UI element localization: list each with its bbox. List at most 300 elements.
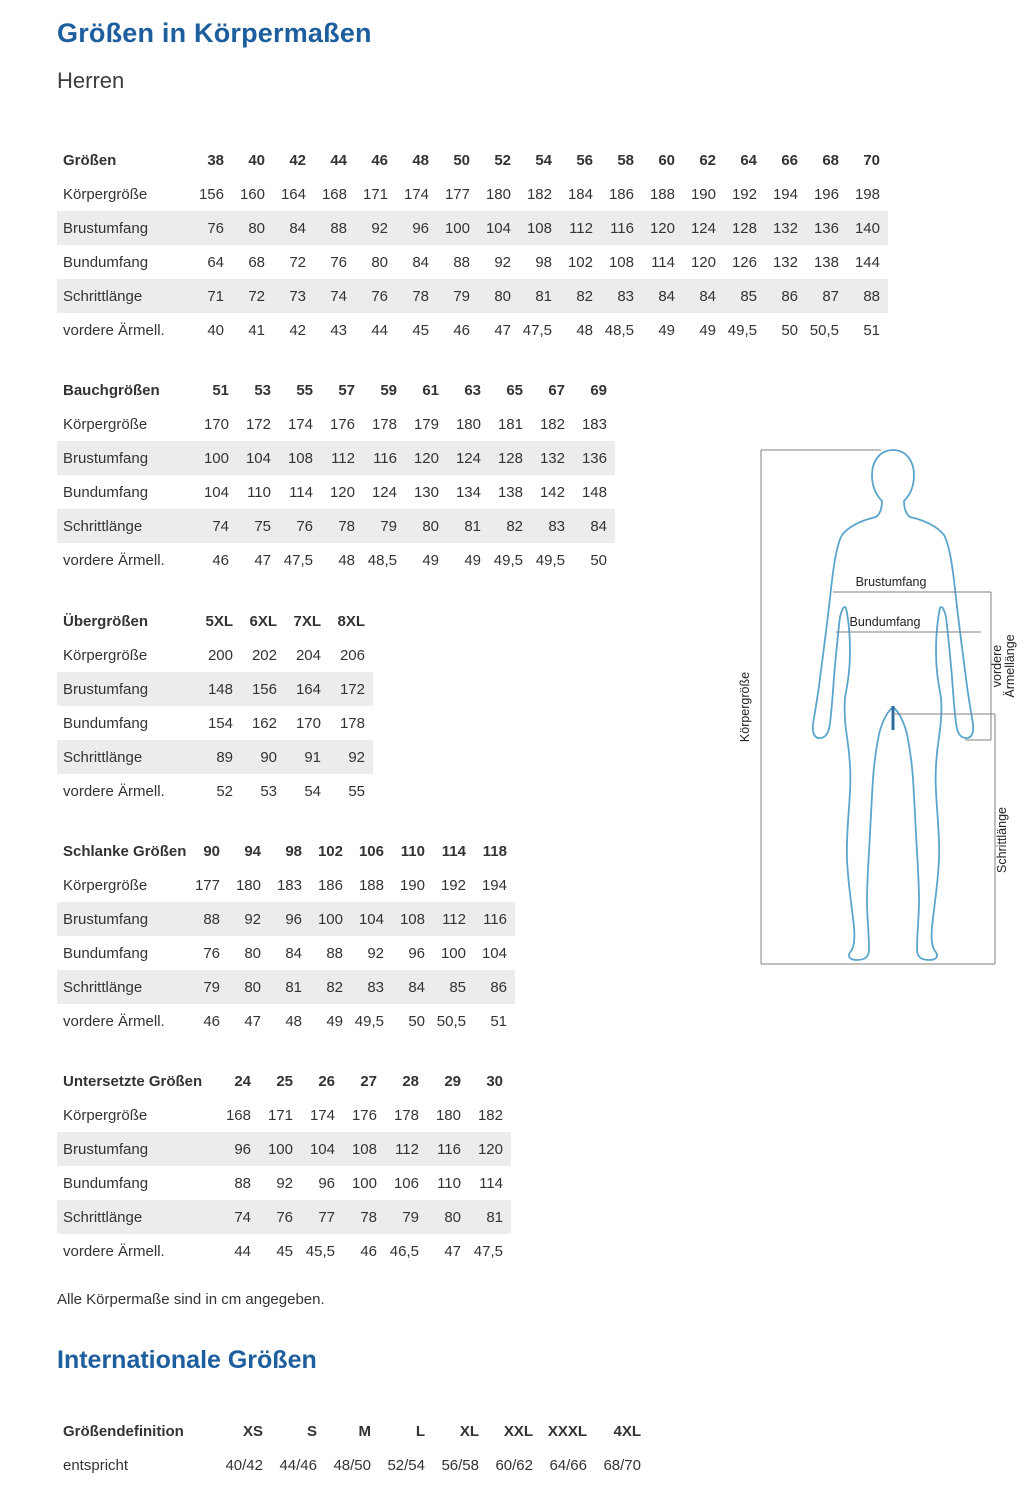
value-cell: 45 <box>412 321 429 339</box>
value-cell: 49 <box>699 321 716 339</box>
size-column-header: 94 <box>244 842 261 860</box>
value-cell: 192 <box>731 185 757 203</box>
value-cell: 104 <box>203 483 229 501</box>
schrittlaenge-label: Schrittlänge <box>995 806 1009 874</box>
size-column-header: S <box>306 1422 317 1440</box>
value-cell: 74 <box>212 517 229 535</box>
value-cell: 50,5 <box>436 1012 466 1030</box>
value-cell: 47 <box>494 321 511 339</box>
value-cell: 88 <box>453 253 470 271</box>
size-column-header: 50 <box>453 151 470 169</box>
size-column-header: 44 <box>330 151 347 169</box>
row-label: Körpergröße <box>63 876 148 894</box>
row-label: Schrittlänge <box>63 748 143 766</box>
units-footnote: Alle Körpermaße sind in cm angegeben. <box>57 1291 325 1308</box>
value-cell: 104 <box>481 944 507 962</box>
value-cell: 100 <box>440 944 466 962</box>
value-cell: 104 <box>309 1140 335 1158</box>
value-cell: 190 <box>690 185 716 203</box>
value-cell: 77 <box>318 1208 335 1226</box>
size-column-header: 48 <box>412 151 429 169</box>
value-cell: 134 <box>455 483 481 501</box>
value-cell: 183 <box>581 415 607 433</box>
value-cell: 78 <box>360 1208 377 1226</box>
value-cell: 186 <box>608 185 634 203</box>
value-cell: 136 <box>813 219 839 237</box>
size-column-header: 118 <box>482 842 507 860</box>
brustumfang-label: Brustumfang <box>855 575 927 589</box>
value-cell: 100 <box>351 1174 377 1192</box>
value-cell: 194 <box>481 876 507 894</box>
value-cell: 108 <box>526 219 552 237</box>
value-cell: 177 <box>194 876 220 894</box>
table-row <box>57 740 373 774</box>
value-cell: 92 <box>244 910 261 928</box>
value-cell: 51 <box>490 1012 507 1030</box>
row-label: Bundumfang <box>63 253 149 271</box>
size-column-header: 8XL <box>337 612 365 630</box>
value-cell: 108 <box>608 253 634 271</box>
value-cell: 84 <box>285 944 302 962</box>
value-cell: 80 <box>248 219 265 237</box>
table-row <box>57 1004 515 1038</box>
size-column-header: 27 <box>360 1072 377 1090</box>
value-cell: 100 <box>444 219 470 237</box>
value-cell: 89 <box>216 748 233 766</box>
value-cell: 74 <box>234 1208 251 1226</box>
table-header-row <box>57 373 615 407</box>
value-cell: 43 <box>330 321 347 339</box>
table-row <box>57 936 515 970</box>
value-cell: 184 <box>567 185 593 203</box>
value-cell: 136 <box>581 449 607 467</box>
value-cell: 40 <box>207 321 224 339</box>
value-cell: 48,5 <box>367 551 397 569</box>
value-cell: 48/50 <box>333 1456 371 1474</box>
table-row <box>57 1098 511 1132</box>
table-row <box>57 1166 511 1200</box>
value-cell: 88 <box>326 944 343 962</box>
value-cell: 108 <box>399 910 425 928</box>
value-cell: 130 <box>413 483 439 501</box>
table-row <box>57 279 888 313</box>
value-cell: 124 <box>455 449 481 467</box>
value-cell: 52 <box>216 782 233 800</box>
value-cell: 91 <box>304 748 321 766</box>
size-column-header: 62 <box>699 151 716 169</box>
table-row <box>57 211 888 245</box>
size-table-bauchgroessen <box>57 373 615 577</box>
table-row <box>57 1234 511 1268</box>
value-cell: 79 <box>402 1208 419 1226</box>
value-cell: 51 <box>863 321 880 339</box>
value-cell: 164 <box>280 185 306 203</box>
value-cell: 44/46 <box>279 1456 317 1474</box>
value-cell: 174 <box>309 1106 335 1124</box>
value-cell: 87 <box>822 287 839 305</box>
value-cell: 128 <box>497 449 523 467</box>
size-column-header: 102 <box>317 842 343 860</box>
table-row <box>57 970 515 1004</box>
value-cell: 96 <box>234 1140 251 1158</box>
size-column-header: 29 <box>444 1072 461 1090</box>
value-cell: 85 <box>740 287 757 305</box>
size-column-header: 63 <box>464 381 481 399</box>
value-cell: 124 <box>690 219 716 237</box>
table-title: Schlanke Größen <box>63 842 187 860</box>
table-international-sizes <box>57 1414 649 1482</box>
page-subtitle: Herren <box>57 68 125 93</box>
value-cell: 47 <box>254 551 271 569</box>
value-cell: 48,5 <box>604 321 634 339</box>
value-cell: 84 <box>699 287 716 305</box>
value-cell: 46 <box>212 551 229 569</box>
value-cell: 186 <box>317 876 343 894</box>
value-cell: 50,5 <box>809 321 839 339</box>
row-label: Körpergröße <box>63 1106 148 1124</box>
value-cell: 174 <box>287 415 313 433</box>
value-cell: 76 <box>207 219 224 237</box>
value-cell: 49,5 <box>535 551 565 569</box>
value-cell: 196 <box>813 185 839 203</box>
size-column-header: 90 <box>203 842 220 860</box>
value-cell: 172 <box>339 680 365 698</box>
value-cell: 82 <box>326 978 343 996</box>
value-cell: 178 <box>371 415 397 433</box>
value-cell: 198 <box>854 185 880 203</box>
value-cell: 120 <box>413 449 439 467</box>
value-cell: 177 <box>444 185 470 203</box>
value-cell: 49 <box>658 321 675 339</box>
value-cell: 80 <box>444 1208 461 1226</box>
value-cell: 64/66 <box>549 1456 587 1474</box>
value-cell: 92 <box>276 1174 293 1192</box>
row-label: entspricht <box>63 1456 129 1474</box>
value-cell: 100 <box>203 449 229 467</box>
size-column-header: 106 <box>358 842 384 860</box>
size-column-header: 110 <box>400 842 425 860</box>
value-cell: 75 <box>254 517 271 535</box>
row-label: Schrittlänge <box>63 1208 143 1226</box>
value-cell: 162 <box>251 714 277 732</box>
value-cell: 114 <box>651 253 675 271</box>
value-cell: 49,5 <box>493 551 523 569</box>
value-cell: 88 <box>863 287 880 305</box>
value-cell: 92 <box>371 219 388 237</box>
value-cell: 96 <box>318 1174 335 1192</box>
table-row <box>57 638 373 672</box>
size-column-header: L <box>415 1422 425 1440</box>
value-cell: 48 <box>285 1012 302 1030</box>
value-cell: 80 <box>422 517 439 535</box>
value-cell: 47 <box>444 1242 461 1260</box>
table-row <box>57 774 373 808</box>
value-cell: 112 <box>442 910 466 928</box>
value-cell: 82 <box>506 517 523 535</box>
value-cell: 148 <box>207 680 233 698</box>
value-cell: 188 <box>649 185 675 203</box>
value-cell: 81 <box>464 517 481 535</box>
size-column-header: 30 <box>486 1072 503 1090</box>
value-cell: 86 <box>781 287 798 305</box>
value-cell: 206 <box>339 646 365 664</box>
value-cell: 46 <box>203 1012 220 1030</box>
value-cell: 50 <box>590 551 607 569</box>
value-cell: 120 <box>649 219 675 237</box>
value-cell: 81 <box>486 1208 503 1226</box>
value-cell: 49 <box>422 551 439 569</box>
value-cell: 79 <box>203 978 220 996</box>
value-cell: 116 <box>373 449 397 467</box>
value-cell: 100 <box>317 910 343 928</box>
value-cell: 171 <box>362 185 388 203</box>
table-header-row <box>57 1414 649 1448</box>
value-cell: 49 <box>464 551 481 569</box>
table-row <box>57 543 615 577</box>
value-cell: 181 <box>497 415 523 433</box>
value-cell: 114 <box>289 483 313 501</box>
value-cell: 138 <box>497 483 523 501</box>
row-label: Körpergröße <box>63 646 148 664</box>
value-cell: 85 <box>449 978 466 996</box>
value-cell: 81 <box>535 287 552 305</box>
value-cell: 44 <box>371 321 388 339</box>
size-column-header: 69 <box>590 381 607 399</box>
value-cell: 156 <box>251 680 277 698</box>
value-cell: 116 <box>610 219 634 237</box>
table-row <box>57 868 515 902</box>
value-cell: 83 <box>367 978 384 996</box>
value-cell: 138 <box>813 253 839 271</box>
value-cell: 49 <box>326 1012 343 1030</box>
table-header-row <box>57 834 515 868</box>
row-label: Schrittlänge <box>63 978 143 996</box>
value-cell: 98 <box>535 253 552 271</box>
row-label: Schrittlänge <box>63 517 143 535</box>
table-row <box>57 1132 511 1166</box>
size-column-header: XXL <box>503 1422 533 1440</box>
table-row <box>57 441 615 475</box>
size-column-header: 57 <box>338 381 355 399</box>
size-column-header: 70 <box>863 151 880 169</box>
value-cell: 120 <box>690 253 716 271</box>
value-cell: 49,5 <box>354 1012 384 1030</box>
value-cell: 182 <box>526 185 552 203</box>
value-cell: 112 <box>395 1140 419 1158</box>
row-label: Brustumfang <box>63 219 149 237</box>
value-cell: 178 <box>393 1106 419 1124</box>
value-cell: 81 <box>285 978 302 996</box>
size-column-header: 68 <box>822 151 839 169</box>
table-row <box>57 1448 649 1482</box>
value-cell: 83 <box>548 517 565 535</box>
value-cell: 132 <box>772 253 798 271</box>
value-cell: 170 <box>203 415 229 433</box>
table-row <box>57 902 515 936</box>
value-cell: 42 <box>289 321 306 339</box>
value-cell: 48 <box>576 321 593 339</box>
table-header-row <box>57 1064 511 1098</box>
value-cell: 168 <box>225 1106 251 1124</box>
size-column-header: 66 <box>781 151 798 169</box>
value-cell: 132 <box>539 449 565 467</box>
value-cell: 60/62 <box>495 1456 533 1474</box>
value-cell: 96 <box>408 944 425 962</box>
size-table-international <box>57 1414 649 1482</box>
table-header-row <box>57 143 888 177</box>
value-cell: 47 <box>244 1012 261 1030</box>
value-cell: 56/58 <box>441 1456 479 1474</box>
value-cell: 120 <box>329 483 355 501</box>
value-cell: 72 <box>289 253 306 271</box>
value-cell: 88 <box>330 219 347 237</box>
size-column-header: 46 <box>371 151 388 169</box>
value-cell: 104 <box>245 449 271 467</box>
size-column-header: 7XL <box>293 612 321 630</box>
value-cell: 76 <box>276 1208 293 1226</box>
table-row <box>57 407 615 441</box>
row-label: vordere Ärmell. <box>63 1012 165 1030</box>
size-column-header: 58 <box>617 151 634 169</box>
value-cell: 52/54 <box>387 1456 425 1474</box>
value-cell: 108 <box>351 1140 377 1158</box>
size-column-header: 25 <box>276 1072 293 1090</box>
value-cell: 78 <box>412 287 429 305</box>
table-row <box>57 509 615 543</box>
size-column-header: 26 <box>318 1072 335 1090</box>
value-cell: 90 <box>260 748 277 766</box>
value-cell: 84 <box>658 287 675 305</box>
value-cell: 40/42 <box>225 1456 263 1474</box>
value-cell: 88 <box>234 1174 251 1192</box>
row-label: vordere Ärmell. <box>63 1242 165 1260</box>
value-cell: 96 <box>285 910 302 928</box>
value-cell: 76 <box>330 253 347 271</box>
table-title: Größendefinition <box>63 1422 184 1440</box>
value-cell: 156 <box>198 185 224 203</box>
value-cell: 108 <box>287 449 313 467</box>
value-cell: 48 <box>338 551 355 569</box>
value-cell: 128 <box>731 219 757 237</box>
value-cell: 168 <box>321 185 347 203</box>
value-cell: 110 <box>437 1174 461 1192</box>
value-cell: 178 <box>339 714 365 732</box>
value-cell: 92 <box>348 748 365 766</box>
row-label: Körpergröße <box>63 185 148 203</box>
size-table-schlanke <box>57 834 515 1038</box>
size-column-header: 5XL <box>205 612 233 630</box>
table-row <box>57 245 888 279</box>
value-cell: 116 <box>483 910 507 928</box>
value-cell: 92 <box>494 253 511 271</box>
value-cell: 124 <box>371 483 397 501</box>
row-label: Körpergröße <box>63 415 148 433</box>
value-cell: 71 <box>207 287 224 305</box>
value-cell: 76 <box>203 944 220 962</box>
bundumfang-label: Bundumfang <box>849 615 921 629</box>
value-cell: 54 <box>304 782 321 800</box>
table-row <box>57 672 373 706</box>
value-cell: 84 <box>412 253 429 271</box>
value-cell: 116 <box>437 1140 461 1158</box>
page-title: Größen in Körpermaßen <box>57 18 372 48</box>
aermellaenge-label-line2: Ärmellänge <box>1003 634 1017 698</box>
size-column-header: 4XL <box>613 1422 641 1440</box>
size-column-header: 38 <box>207 151 224 169</box>
value-cell: 46 <box>453 321 470 339</box>
value-cell: 44 <box>234 1242 251 1260</box>
size-column-header: 59 <box>380 381 397 399</box>
value-cell: 180 <box>235 876 261 894</box>
value-cell: 180 <box>455 415 481 433</box>
value-cell: 112 <box>569 219 593 237</box>
size-column-header: 61 <box>422 381 439 399</box>
table-title: Untersetzte Größen <box>63 1072 203 1090</box>
value-cell: 126 <box>731 253 757 271</box>
value-cell: 72 <box>248 287 265 305</box>
value-cell: 47,5 <box>473 1242 503 1260</box>
value-cell: 50 <box>408 1012 425 1030</box>
value-cell: 104 <box>485 219 511 237</box>
value-cell: 55 <box>348 782 365 800</box>
size-column-header: 114 <box>441 842 466 860</box>
value-cell: 120 <box>477 1140 503 1158</box>
row-label: Bundumfang <box>63 1174 149 1192</box>
size-column-header: 64 <box>740 151 757 169</box>
section-title-international: Internationale Größen <box>57 1346 317 1374</box>
table-title: Übergrößen <box>63 612 149 630</box>
table-untersetzte-groessen <box>57 1064 511 1268</box>
size-column-header: 52 <box>494 151 511 169</box>
table-row <box>57 706 373 740</box>
value-cell: 142 <box>539 483 565 501</box>
value-cell: 180 <box>435 1106 461 1124</box>
value-cell: 53 <box>260 782 277 800</box>
value-cell: 114 <box>479 1174 503 1192</box>
value-cell: 80 <box>371 253 388 271</box>
size-column-header: 55 <box>296 381 313 399</box>
value-cell: 78 <box>338 517 355 535</box>
value-cell: 84 <box>590 517 607 535</box>
body-measurement-diagram <box>733 440 1023 1000</box>
value-cell: 179 <box>413 415 439 433</box>
size-column-header: 28 <box>402 1072 419 1090</box>
value-cell: 88 <box>203 910 220 928</box>
value-cell: 176 <box>329 415 355 433</box>
size-column-header: XL <box>459 1422 479 1440</box>
size-column-header: 51 <box>212 381 229 399</box>
value-cell: 76 <box>371 287 388 305</box>
value-cell: 45,5 <box>305 1242 335 1260</box>
value-cell: 202 <box>251 646 277 664</box>
size-column-header: 60 <box>658 151 675 169</box>
value-cell: 148 <box>581 483 607 501</box>
table-bauchgroessen <box>57 373 615 577</box>
row-label: Brustumfang <box>63 1140 149 1158</box>
size-column-header: 24 <box>234 1072 251 1090</box>
value-cell: 102 <box>567 253 593 271</box>
value-cell: 154 <box>207 714 233 732</box>
row-label: vordere Ärmell. <box>63 782 165 800</box>
value-cell: 46,5 <box>389 1242 419 1260</box>
value-cell: 106 <box>393 1174 419 1192</box>
value-cell: 46 <box>360 1242 377 1260</box>
table-uebergroessen <box>57 604 373 808</box>
value-cell: 180 <box>485 185 511 203</box>
size-column-header: 40 <box>248 151 265 169</box>
table-row <box>57 1200 511 1234</box>
table-header-row <box>57 604 373 638</box>
